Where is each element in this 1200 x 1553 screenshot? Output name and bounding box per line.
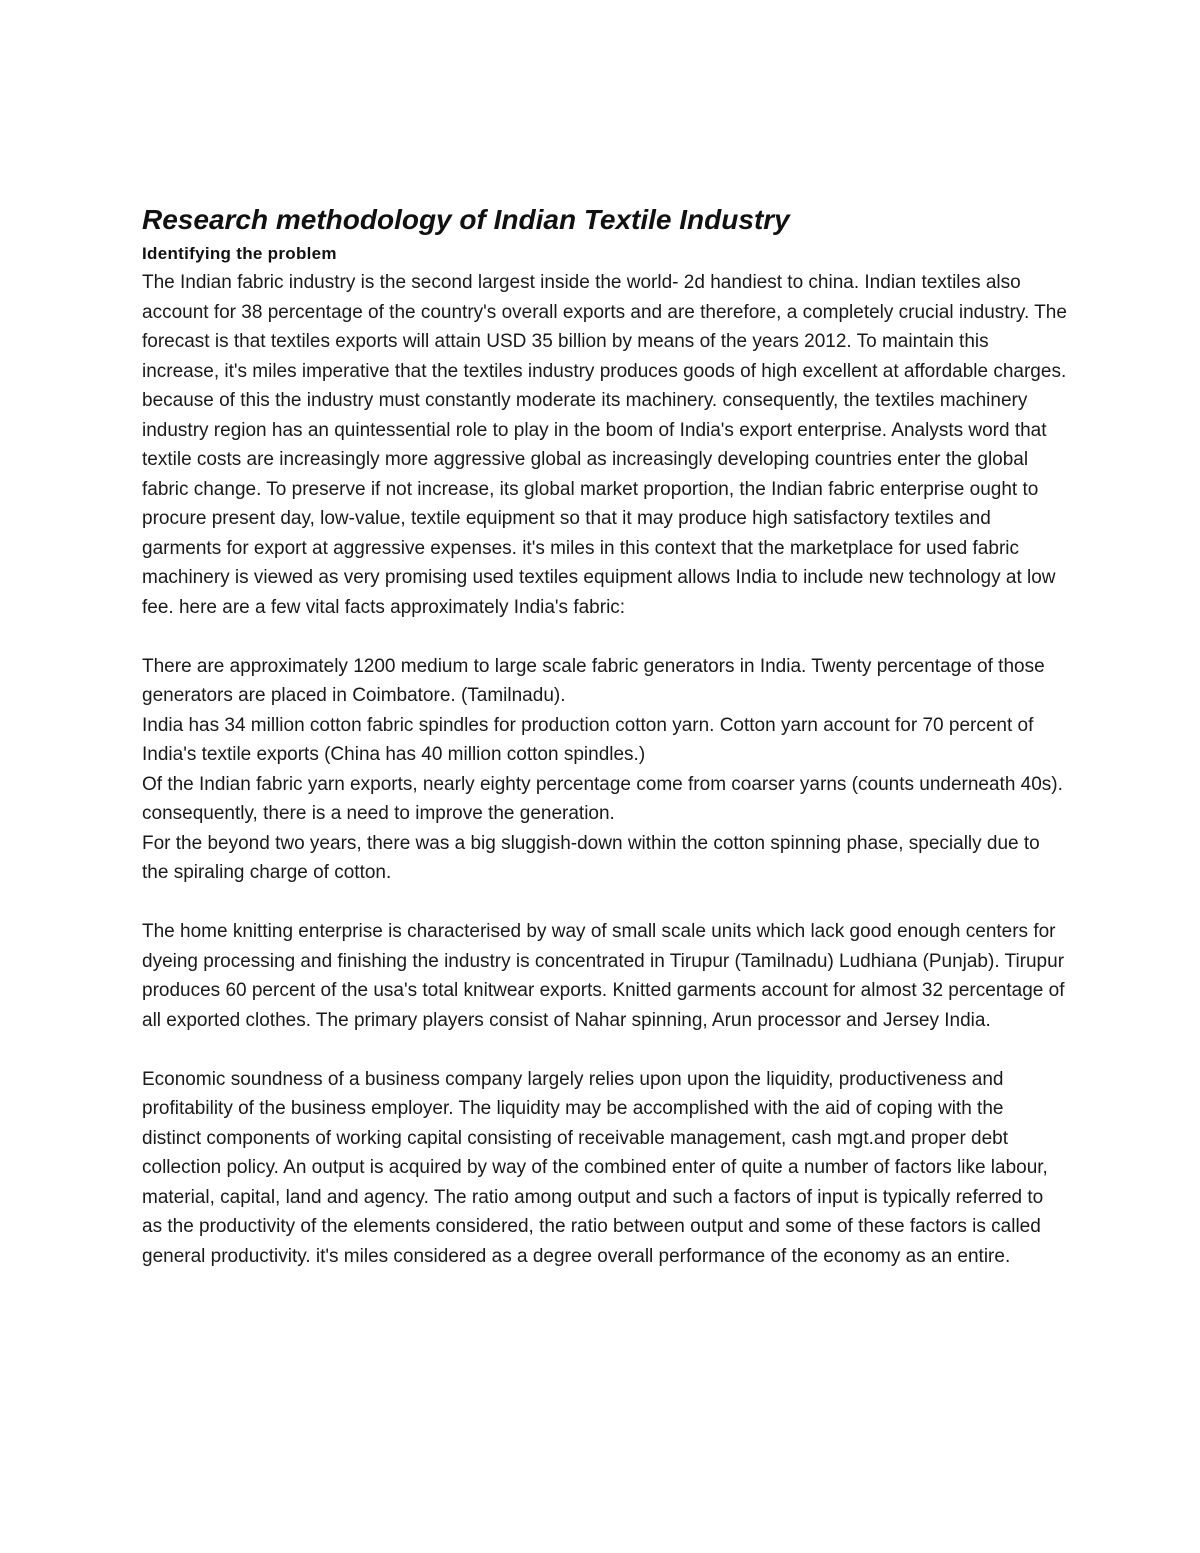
paragraph-knitting: The home knitting enterprise is characterised by way of small scale units which lack good enough centers for dyeing processing and finishing the industry is concentrated in Tirupur (Tamilnadu) Ludhiana (Punjab). Tirupur produces 60 percent of the usa's total knitwear exports. Knitted garments account for almost 32 percentage of all exported clothes. The primary players consist of Nahar spinning, Arun processor and Jersey India.: [142, 921, 1065, 1031]
fact-spindles: India has 34 million cotton fabric spindles for production cotton yarn. Cotton yarn account for 70 percent of India's textile exports (China has 40 million cotton spindles.): [142, 714, 1034, 765]
fact-yarn-exports: Of the Indian fabric yarn exports, nearly eighty percentage come from coarser yarns (counts underneath 40s). consequently, there is a need to improve the generation.: [142, 773, 1063, 824]
fact-mills: There are approximately 1200 medium to large scale fabric generators in India. Twenty percentage of those generators are placed in Coimbatore. (Tamilnadu).: [142, 655, 1045, 706]
paragraph-intro: The Indian fabric industry is the second largest inside the world- 2d handiest to china. Indian textiles also account for 38 percentage of the country's overall exports and are therefore, a completely crucial industry. The forecast is that textiles exports will attain USD 35 billion by means of the years 2012. To maintain this increase, it's miles imperative that the textiles industry produces goods of high excellent at affordable charges. because of this the industry must constantly moderate its machinery. consequently, the textiles machinery industry region has an quintessential role to play in the boom of India's export enterprise. Analysts word that textile costs are increasingly more aggressive global as increasingly developing countries enter the global fabric change. To preserve if not increase, its global market proportion, the Indian fabric enterprise ought to procure present day, low-value, textile equipment so that it may produce high satisfactory textiles and garments for export at aggressive expenses. it's miles in this context that the marketplace for used fabric machinery is viewed as very promising used textiles equipment allows India to include new technology at low fee. here are a few vital facts approximately India's fabric:: [142, 272, 1067, 618]
document-title: Research methodology of Indian Textile Industry: [142, 204, 790, 235]
section-heading: Identifying the problem: [142, 244, 337, 263]
paragraph-gap: [142, 622, 1067, 652]
paragraph-gap: [142, 888, 1067, 918]
paragraph-economic-soundness: Economic soundness of a business company largely relies upon upon the liquidity, productiveness and profitability of the business employer. The liquidity may be accomplished with the aid of coping with the distinct components of working capital consisting of receivable management, cash mgt.and proper debt collection policy. An output is acquired by way of the combined enter of quite a number of factors like labour, material, capital, land and agency. The ratio among output and such a factors of input is typically referred to as the productivity of the elements considered, the ratio between output and some of these factors is called general productivity. it's miles considered as a degree overall performance of the economy as an entire.: [142, 1068, 1048, 1267]
document-page: [142, 200, 1067, 1271]
fact-slowdown: For the beyond two years, there was a big sluggish-down within the cotton spinning phase, specially due to the spiraling charge of cotton.: [142, 832, 1040, 883]
paragraph-gap: [142, 1035, 1067, 1065]
